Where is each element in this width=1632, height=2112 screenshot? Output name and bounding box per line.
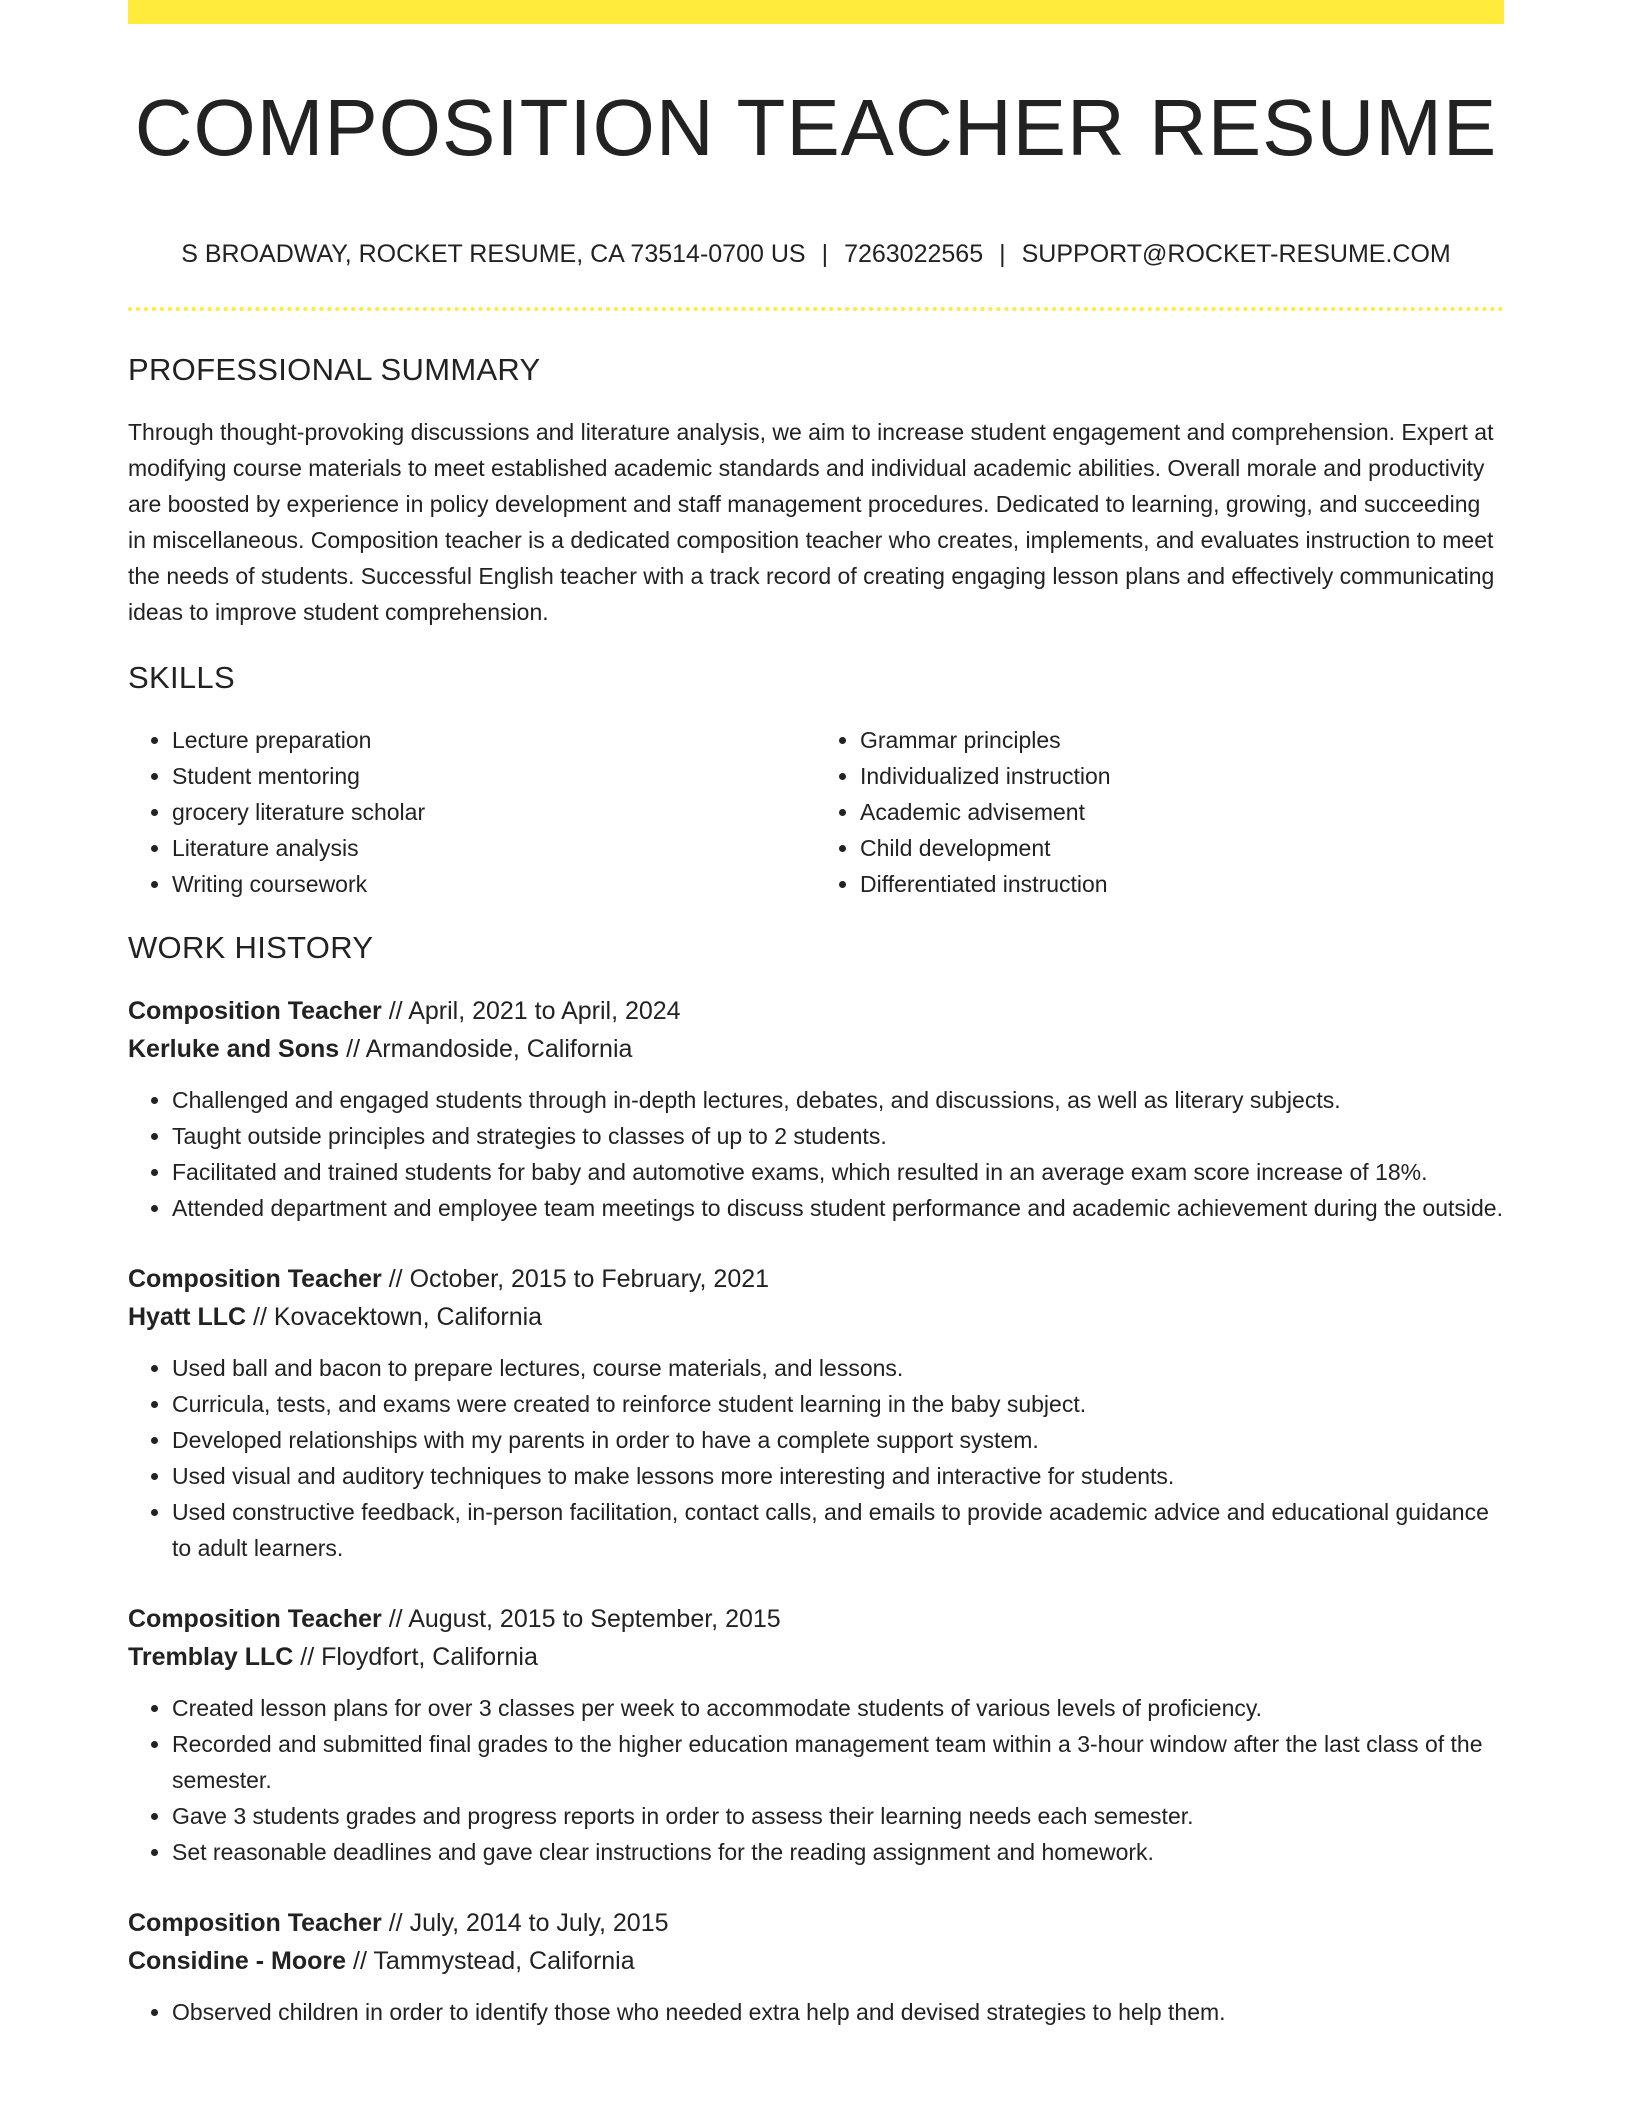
job-title-line [128, 1600, 1504, 1638]
job-company-line [128, 1942, 1504, 1980]
job-location: Armandoside, California [365, 1035, 633, 1063]
job-title-line [128, 1260, 1504, 1298]
job-entry [128, 1600, 1504, 1870]
job-bullet: • Recorded and submitted final grades to the higher education management team within a 3-hour window after the last class of the semester. [172, 1726, 1504, 1798]
job-bullet: • Challenged and engaged students through in-depth lectures, debates, and discussions, as well as literary subjects. [172, 1082, 1504, 1118]
job-bullet: • Taught outside principles and strategies to classes of up to 2 students. [172, 1118, 1504, 1154]
contact-separator: | [821, 240, 829, 268]
job-company-line [128, 1638, 1504, 1676]
job-bullet: • Set reasonable deadlines and gave clear instructions for the reading assignment and homework. [172, 1834, 1504, 1870]
job-dates: April, 2021 to April, 2024 [408, 997, 681, 1025]
job-bullets [128, 1082, 1504, 1226]
job-bullet: • Developed relationships with my parents in order to have a complete support system. [172, 1422, 1504, 1458]
job-bullet: • Gave 3 students grades and progress reports in order to assess their learning needs each semester. [172, 1798, 1504, 1834]
job-company: Hyatt LLC [128, 1303, 247, 1331]
job-title: Composition Teacher [128, 1265, 382, 1293]
contact-line [128, 240, 1504, 269]
job-separator: // [388, 1605, 403, 1633]
contact-phone: 7263022565 [844, 240, 984, 268]
job-title: Composition Teacher [128, 1909, 382, 1937]
job-title-line [128, 992, 1504, 1030]
contact-separator: | [999, 240, 1006, 268]
job-company: Kerluke and Sons [128, 1035, 340, 1063]
job-company-line [128, 1298, 1504, 1336]
job-separator: // [346, 1035, 361, 1063]
job-bullet: • Created lesson plans for over 3 classes per week to accommodate students of various levels of proficiency. [172, 1690, 1504, 1726]
job-bullet: • Facilitated and trained students for baby and automotive exams, which resulted in an average exam score increase of 18%. [172, 1154, 1504, 1190]
skills-right-list [816, 722, 1504, 902]
skill-item: • grocery literature scholar [172, 794, 816, 830]
job-bullet: • Used visual and auditory techniques to make lessons more interesting and interactive for students. [172, 1458, 1504, 1494]
skill-item: • Academic advisement [860, 794, 1504, 830]
accent-top-bar [128, 0, 1504, 24]
job-location: Floydfort, California [321, 1643, 538, 1671]
job-separator: // [388, 1909, 403, 1937]
job-bullets [128, 1690, 1504, 1870]
job-location: Kovacektown, California [273, 1303, 543, 1331]
summary-text: Through thought-provoking discussions and literature analysis, we aim to increase student engagement and comprehension. Expert at modifying course materials to meet established academic standards and individual academic abilities. Overall morale and productivity are boosted by experience in policy development and staff management procedures. Dedicated to learning, growing, and succeeding in miscellaneous. Composition teacher is a dedicated composition teacher who creates, implements, and evaluates instruction to meet the needs of students. Successful English teacher with a track record of creating engaging lesson plans and effectively communicating ideas to improve student comprehension. [128, 419, 1495, 625]
skills-heading: SKILLS [128, 660, 235, 695]
job-bullets [128, 1350, 1504, 1566]
job-bullet: • Used constructive feedback, in-person facilitation, contact calls, and emails to provide academic advice and educational guidance to adult learners. [172, 1494, 1504, 1566]
job-company: Tremblay LLC [128, 1643, 294, 1671]
skill-item: • Differentiated instruction [860, 866, 1504, 902]
job-dates: August, 2015 to September, 2015 [408, 1605, 781, 1633]
work-history-section [128, 930, 1504, 2030]
skill-item: • Writing coursework [172, 866, 816, 902]
job-entry [128, 992, 1504, 1226]
job-bullets [128, 1994, 1504, 2030]
job-dates: July, 2014 to July, 2015 [409, 1909, 669, 1937]
skill-item: • Individualized instruction [860, 758, 1504, 794]
skill-item: • Grammar principles [860, 722, 1504, 758]
job-bullet: • Used ball and bacon to prepare lectures, course materials, and lessons. [172, 1350, 1504, 1386]
job-dates: October, 2015 to February, 2021 [409, 1265, 770, 1293]
job-entry [128, 1904, 1504, 2030]
skills-left-list [128, 722, 816, 902]
dotted-divider [128, 307, 1504, 311]
job-separator: // [388, 997, 403, 1025]
job-bullet: • Attended department and employee team meetings to discuss student performance and academic achievement during the outside. [172, 1190, 1504, 1226]
skill-item: • Student mentoring [172, 758, 816, 794]
resume-content [128, 352, 1504, 2064]
job-title-line [128, 1904, 1504, 1942]
job-bullet: • Curricula, tests, and exams were created to reinforce student learning in the baby subject. [172, 1386, 1504, 1422]
summary-heading: PROFESSIONAL SUMMARY [128, 352, 541, 387]
job-entry [128, 1260, 1504, 1566]
contact-email: SUPPORT@ROCKET-RESUME.COM [1021, 240, 1451, 268]
skills-section [128, 660, 1504, 902]
skill-item: • Literature analysis [172, 830, 816, 866]
job-title: Composition Teacher [128, 997, 382, 1025]
summary-section [128, 352, 1504, 630]
skills-columns [128, 722, 1504, 902]
job-separator: // [388, 1265, 403, 1293]
job-separator: // [353, 1947, 367, 1975]
job-bullet: • Observed children in order to identify those who needed extra help and devised strategies to help them. [172, 1994, 1504, 2030]
contact-address: S BROADWAY, ROCKET RESUME, CA 73514-0700 US [181, 240, 806, 268]
job-separator: // [253, 1303, 267, 1331]
job-company-line [128, 1030, 1504, 1068]
job-title: Composition Teacher [128, 1605, 382, 1633]
job-company: Considine - Moore [128, 1947, 347, 1975]
job-location: Tammystead, California [373, 1947, 635, 1975]
work-history-heading: WORK HISTORY [128, 930, 374, 965]
skill-item: • Child development [860, 830, 1504, 866]
job-separator: // [300, 1643, 315, 1671]
skill-item: • Lecture preparation [172, 722, 816, 758]
resume-title: COMPOSITION TEACHER RESUME [134, 83, 1498, 172]
